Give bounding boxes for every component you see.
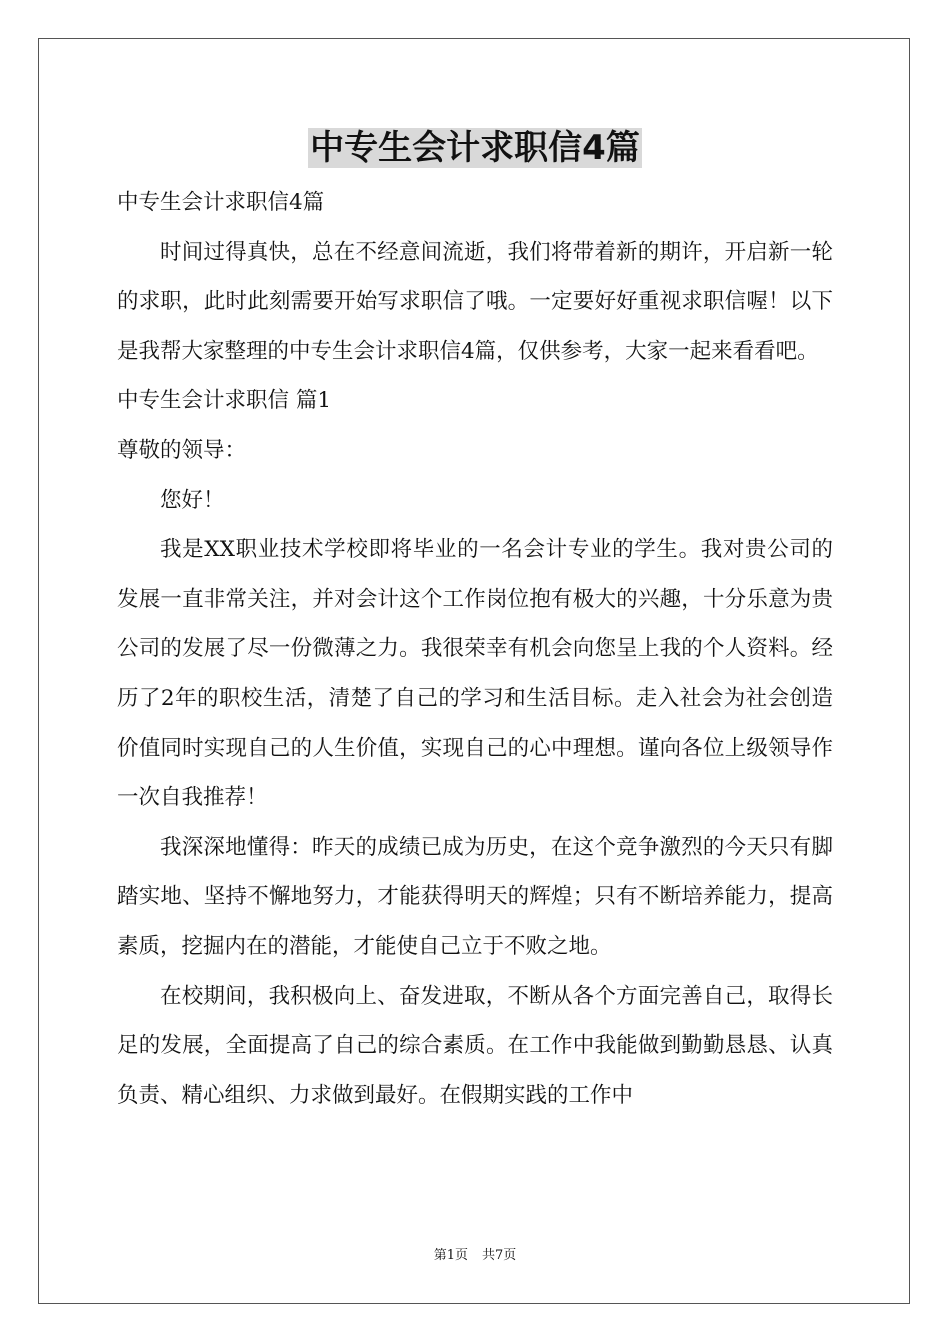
intro-paragraph: 时间过得真快，总在不经意间流逝，我们将带着新的期许，开启新一轮的求职，此时此刻需要开始写求职信了哦。一定要好好重视求职信喔！以下是我帮大家整理的中专生会计求职信4篇，仅供参考，大家一起来看看吧。 <box>117 239 833 364</box>
body-paragraph: 在校期间，我积极向上、奋发进取，不断从各个方面完善自己，取得长足的发展，全面提高了自己的综合素质。在工作中我能做到勤勤恳恳、认真负责、精心组织、力求做到最好。在假期实践的工作中 <box>117 983 833 1108</box>
page-footer <box>0 1246 950 1266</box>
greeting: 您好！ <box>160 487 225 513</box>
document-body <box>117 178 833 1120</box>
page-number: 第1页 <box>433 1248 468 1263</box>
section-heading: 中专生会计求职信 篇1 <box>117 388 332 414</box>
salutation: 尊敬的领导： <box>117 437 247 463</box>
page-total: 共7页 <box>482 1248 517 1263</box>
body-paragraph: 我深深地懂得：昨天的成绩已成为历史，在这个竞争激烈的今天只有脚踏实地、坚持不懈地努力，才能获得明天的辉煌；只有不断培养能力，提高素质，挖掘内在的潜能，才能使自己立于不败之地。 <box>117 834 833 959</box>
document-title-text: 中专生会计求职信4篇 <box>310 128 640 168</box>
subtitle-line: 中专生会计求职信4篇 <box>117 190 325 215</box>
body-paragraph: 我是XX职业技术学校即将毕业的一名会计专业的学生。我对贵公司的发展一直非常关注，并对会计这个工作岗位抱有极大的兴趣，十分乐意为贵公司的发展了尽一份微薄之力。我很荣幸有机会向您呈上我的个人资料。经历了2年的职校生活，清楚了自己的学习和生活目标。走入社会为社会创造价值同时实现自己的人生价值，实现自己的心中理想。谨向各位上级领导作一次自我推荐！ <box>117 537 833 811</box>
document-title <box>0 126 950 170</box>
